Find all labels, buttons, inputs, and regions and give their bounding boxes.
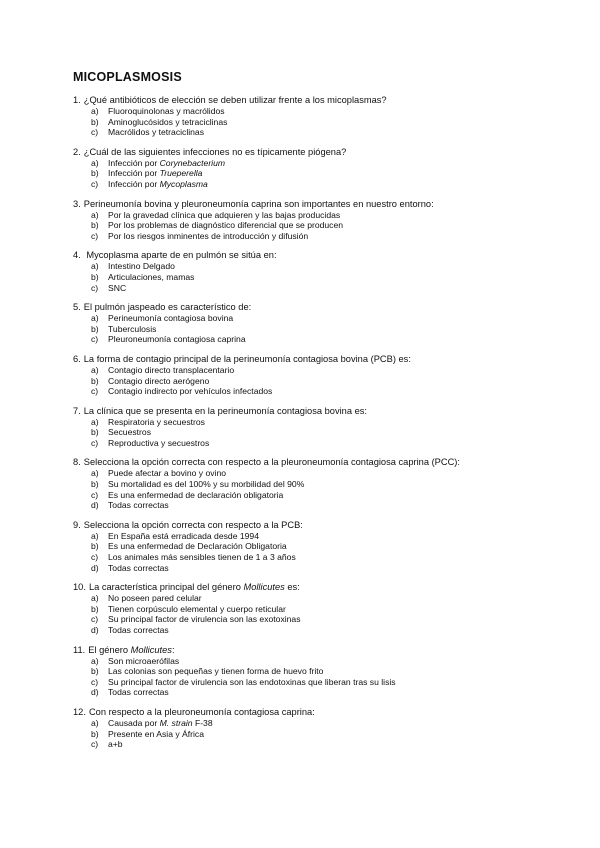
option-letter: c) — [91, 614, 99, 625]
option-letter: c) — [91, 489, 99, 500]
option-letter: d) — [91, 500, 99, 511]
option-letter: d) — [91, 625, 99, 635]
option-letter: a) — [91, 209, 99, 220]
option-text: Contagio directo aerógeno — [108, 375, 210, 386]
option-list — [73, 468, 583, 510]
option-text: Secuestros — [108, 427, 151, 438]
answer-option — [73, 531, 583, 542]
question-number: 10. — [73, 582, 86, 593]
answer-option — [73, 127, 583, 138]
option-letter: b) — [91, 271, 99, 282]
question-11 — [73, 645, 583, 698]
question-2 — [73, 147, 583, 190]
option-letter: a) — [91, 157, 99, 168]
option-letter: c) — [91, 282, 99, 293]
question-text — [73, 582, 583, 593]
option-text: No poseen pared celular — [108, 593, 202, 604]
option-list — [73, 106, 583, 138]
question-8 — [73, 457, 583, 510]
question-label-prefix: El género — [88, 644, 131, 655]
question-label: Mycoplasma aparte de en pulmón se sitúa en: — [83, 250, 277, 261]
option-letter: b) — [91, 116, 99, 127]
option-text-prefix: Infección por — [108, 157, 160, 168]
answer-option — [73, 168, 583, 179]
option-list — [73, 365, 583, 397]
option-text: Fluoroquinolonas y macrólidos — [108, 106, 225, 116]
option-text: Presente en Asia y África — [108, 728, 205, 739]
option-text-prefix: Infección por — [108, 178, 160, 189]
answer-option — [73, 283, 583, 294]
option-text: Tienen corpúsculo elemental y cuerpo reticular — [108, 603, 286, 614]
option-letter: b) — [91, 375, 99, 386]
option-letter: c) — [91, 676, 99, 687]
option-letter: a) — [91, 655, 99, 666]
question-text — [73, 147, 583, 158]
option-text: Perineumonía contagiosa bovina — [108, 313, 234, 324]
question-number: 11. — [73, 644, 86, 655]
answer-option — [73, 625, 583, 636]
question-text — [73, 406, 583, 417]
question-label: ¿Qué antibióticos de elección se deben utilizar frente a los micoplasmas? — [83, 95, 387, 105]
option-text: Su principal factor de virulencia son las exotoxinas — [108, 614, 301, 625]
option-letter: c) — [91, 178, 99, 189]
answer-option — [73, 272, 583, 283]
question-label: Con respecto a la pleuroneumonía contagiosa caprina: — [88, 706, 315, 717]
answer-option — [73, 106, 583, 117]
answer-option — [73, 739, 583, 750]
option-text-italic: Trueperella — [159, 168, 203, 179]
option-text: Su principal factor de virulencia son las endotoxinas que liberan tras su lisis — [108, 676, 396, 687]
document-title: MICOPLASMOSIS — [73, 70, 182, 84]
question-text — [73, 250, 583, 261]
option-letter: c) — [91, 739, 99, 750]
answer-option — [73, 438, 583, 449]
option-letter: b) — [91, 666, 99, 677]
answer-option — [73, 158, 583, 169]
option-letter: c) — [91, 437, 99, 448]
question-label: La clínica que se presenta en la perineumonía contagiosa bovina es: — [83, 405, 367, 416]
option-text — [108, 158, 225, 169]
option-text-prefix: Causada por — [108, 717, 160, 728]
option-letter: a) — [91, 106, 99, 116]
option-list — [73, 158, 583, 190]
question-label-italic: Mollicutes — [243, 582, 285, 593]
answer-option — [73, 666, 583, 677]
option-text — [108, 179, 208, 190]
option-text: Aminoglucósidos y tetraciclinas — [108, 116, 228, 127]
answer-option — [73, 468, 583, 479]
option-letter: a) — [91, 416, 99, 427]
option-text-italic: Mycoplasma — [159, 178, 208, 189]
option-letter: d) — [91, 687, 99, 698]
question-label-suffix: es: — [284, 582, 300, 593]
question-4 — [73, 250, 583, 293]
question-12 — [73, 707, 583, 750]
option-letter: c) — [91, 334, 99, 345]
option-letter: b) — [91, 220, 99, 231]
option-letter: c) — [91, 386, 99, 397]
option-text: Respiratoria y secuestros — [108, 416, 205, 427]
option-text: Por la gravedad clínica que adquieren y las bajas producidas — [108, 209, 341, 220]
option-letter: b) — [91, 427, 99, 438]
question-text — [73, 520, 583, 531]
option-letter: d) — [91, 562, 99, 573]
option-list — [73, 593, 583, 635]
answer-option — [73, 541, 583, 552]
option-letter: c) — [91, 127, 99, 138]
option-text-prefix: Infección por — [108, 168, 160, 179]
option-text: a+b — [108, 739, 123, 750]
answer-option — [73, 210, 583, 221]
question-number: 8. — [73, 457, 81, 468]
answer-option — [73, 313, 583, 324]
option-letter: b) — [91, 728, 99, 739]
question-label: La forma de contagio principal de la perineumonía contagiosa bovina (PCB) es: — [83, 353, 411, 364]
option-letter: a) — [91, 313, 99, 324]
answer-option — [73, 231, 583, 242]
option-text: Intestino Delgado — [108, 261, 175, 272]
option-list — [73, 531, 583, 573]
question-number: 2. — [73, 146, 81, 157]
option-text — [108, 718, 213, 729]
question-3 — [73, 199, 583, 242]
question-10 — [73, 582, 583, 635]
option-text: Su mortalidad es del 100% y su morbilidad del 90% — [108, 479, 305, 490]
answer-option — [73, 490, 583, 501]
option-text-italic: Corynebacterium — [159, 157, 226, 168]
answer-option — [73, 677, 583, 688]
option-text: Por los riesgos inminentes de introducción y difusión — [108, 230, 309, 241]
answer-option — [73, 220, 583, 231]
answer-option — [73, 604, 583, 615]
question-text — [73, 354, 583, 365]
question-list — [73, 95, 583, 750]
option-text-suffix: F-38 — [192, 717, 213, 728]
option-text: Pleuroneumonía contagiosa caprina — [108, 334, 246, 345]
answer-option — [73, 718, 583, 729]
question-number: 4. — [73, 250, 81, 261]
option-text: Macrólidos y tetraciclinas — [108, 127, 204, 138]
answer-option — [73, 324, 583, 335]
option-text-italic: M. strain — [159, 717, 193, 728]
option-text: En España está erradicada desde 1994 — [108, 530, 259, 541]
question-label-prefix: La característica principal del género — [88, 582, 244, 593]
answer-option — [73, 687, 583, 698]
option-list — [73, 210, 583, 242]
option-letter: a) — [91, 261, 99, 272]
option-text: Contagio directo transplacentario — [108, 364, 235, 375]
option-letter: b) — [91, 603, 99, 614]
answer-option — [73, 427, 583, 438]
option-letter: a) — [91, 364, 99, 375]
answer-option — [73, 614, 583, 625]
question-text — [73, 707, 583, 718]
option-text: Reproductiva y secuestros — [108, 437, 210, 448]
option-text: Por los problemas de diagnóstico diferencial que se producen — [108, 220, 344, 231]
option-text: Las colonias son pequeñas y tienen forma de huevo frito — [108, 666, 324, 677]
question-label: ¿Cuál de las siguientes infecciones no es típicamente piógena? — [83, 146, 347, 157]
answer-option — [73, 563, 583, 574]
question-6 — [73, 354, 583, 397]
question-number: 7. — [73, 405, 81, 416]
question-1 — [73, 95, 583, 138]
answer-option — [73, 365, 583, 376]
option-text — [108, 168, 202, 179]
option-letter: a) — [91, 530, 99, 541]
answer-option — [73, 593, 583, 604]
question-number: 3. — [73, 198, 81, 209]
option-text: Todas correctas — [108, 687, 169, 698]
document-page — [73, 70, 583, 759]
option-text: Los animales más sensibles tienen de 1 a 3 años — [108, 552, 296, 563]
option-text: Todas correctas — [108, 625, 169, 635]
option-letter: b) — [91, 479, 99, 490]
question-7 — [73, 406, 583, 449]
option-text: Todas correctas — [108, 500, 169, 511]
question-label-suffix: : — [171, 644, 175, 655]
question-number: 9. — [73, 519, 81, 530]
option-text: Son microaerófilas — [108, 655, 180, 666]
option-letter: c) — [91, 552, 99, 563]
option-letter: b) — [91, 541, 99, 552]
option-letter: a) — [91, 593, 99, 604]
question-text — [73, 457, 583, 468]
question-5 — [73, 302, 583, 345]
answer-option — [73, 334, 583, 345]
option-text: SNC — [108, 282, 127, 293]
answer-option — [73, 552, 583, 563]
answer-option — [73, 117, 583, 128]
option-list — [73, 417, 583, 449]
answer-option — [73, 261, 583, 272]
question-text — [73, 95, 583, 106]
option-text: Es una enfermedad de Declaración Obligatoria — [108, 541, 287, 552]
option-letter: b) — [91, 168, 99, 179]
option-text: Puede afectar a bovino y ovino — [108, 468, 227, 479]
question-label: Perineumonía bovina y pleuroneumonía caprina son importantes en nuestro entorno: — [83, 198, 434, 209]
question-number: 1. — [73, 95, 81, 105]
option-letter: b) — [91, 323, 99, 334]
question-text — [73, 645, 583, 656]
option-list — [73, 656, 583, 698]
answer-option — [73, 500, 583, 511]
option-list — [73, 261, 583, 293]
option-letter: c) — [91, 230, 99, 241]
answer-option — [73, 179, 583, 190]
option-text: Tuberculosis — [108, 323, 157, 334]
question-number: 5. — [73, 302, 81, 313]
question-9 — [73, 520, 583, 573]
question-number: 12. — [73, 706, 86, 717]
question-label: El pulmón jaspeado es característico de: — [83, 302, 252, 313]
answer-option — [73, 729, 583, 740]
question-text — [73, 302, 583, 313]
option-text: Contagio indirecto por vehículos infectados — [108, 386, 273, 397]
option-letter: a) — [91, 717, 99, 728]
option-text: Todas correctas — [108, 562, 169, 573]
answer-option — [73, 386, 583, 397]
option-text: Articulaciones, mamas — [108, 271, 195, 282]
answer-option — [73, 417, 583, 428]
answer-option — [73, 376, 583, 387]
option-letter: a) — [91, 468, 99, 479]
question-text — [73, 199, 583, 210]
answer-option — [73, 479, 583, 490]
option-list — [73, 718, 583, 750]
option-text: Es una enfermedad de declaración obligatoria — [108, 489, 284, 500]
question-label-italic: Mollicutes — [130, 644, 172, 655]
answer-option — [73, 656, 583, 667]
question-number: 6. — [73, 353, 81, 364]
question-label: Selecciona la opción correcta con respecto a la pleuroneumonía contagiosa caprina (PCC): — [83, 457, 460, 468]
option-list — [73, 313, 583, 345]
question-label: Selecciona la opción correcta con respecto a la PCB: — [83, 519, 303, 530]
